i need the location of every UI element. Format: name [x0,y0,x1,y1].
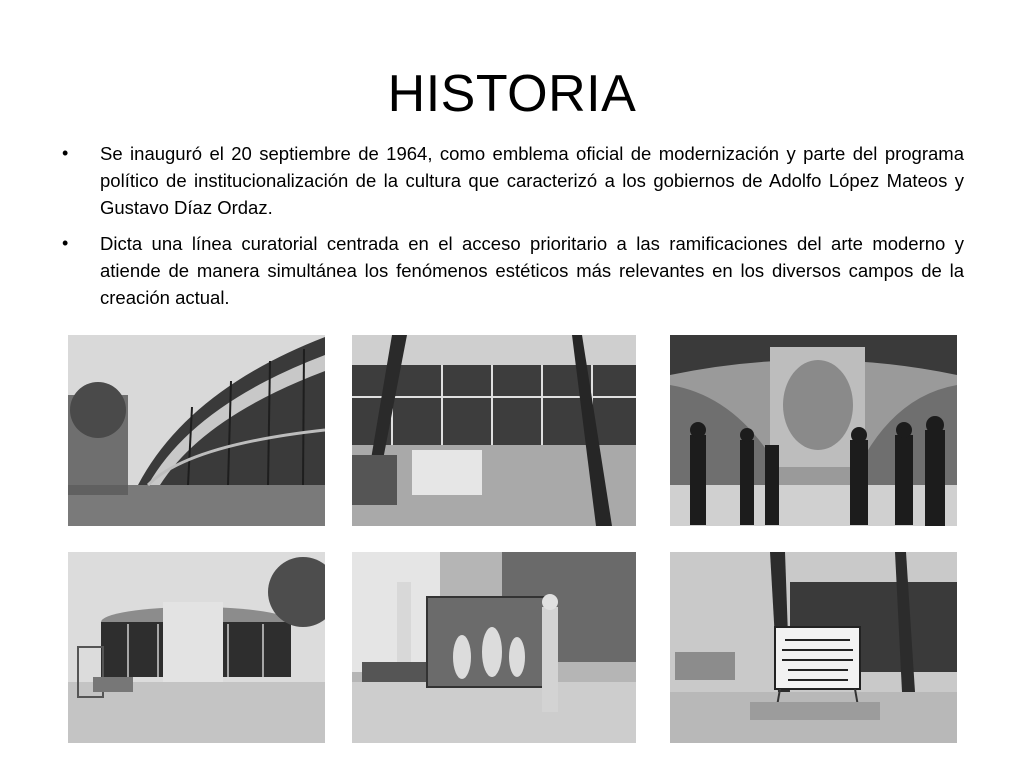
photo-construction-site [352,335,636,526]
bullet-text: Se inauguró el 20 septiembre de 1964, como emblema oficial de modernización y parte del programa político de institucionalización de la cultura que caracterizó a los gobiernos de Adolfo López Mateos y Gustavo Díaz Ordaz. [100,143,964,218]
photo-truck-painting [352,552,636,743]
bullet-list [62,140,964,320]
photo-round-building [68,552,325,743]
photo-museum-glass-facade [68,335,325,526]
bullet-text: Dicta una línea curatorial centrada en el acceso prioritario a las ramificaciones del arte moderno y atiende de manera simultánea los fenómenos estéticos más relevantes en los diversos campos de la creación actual. [100,233,964,308]
bullet-item [62,230,964,311]
bullet-dot-icon: • [62,233,69,253]
photo-interior-mural [670,335,957,526]
bullet-item [62,140,964,221]
slide-title: HISTORIA [387,65,637,123]
bullet-dot-icon: • [62,143,69,163]
photo-construction-sign [670,552,957,743]
